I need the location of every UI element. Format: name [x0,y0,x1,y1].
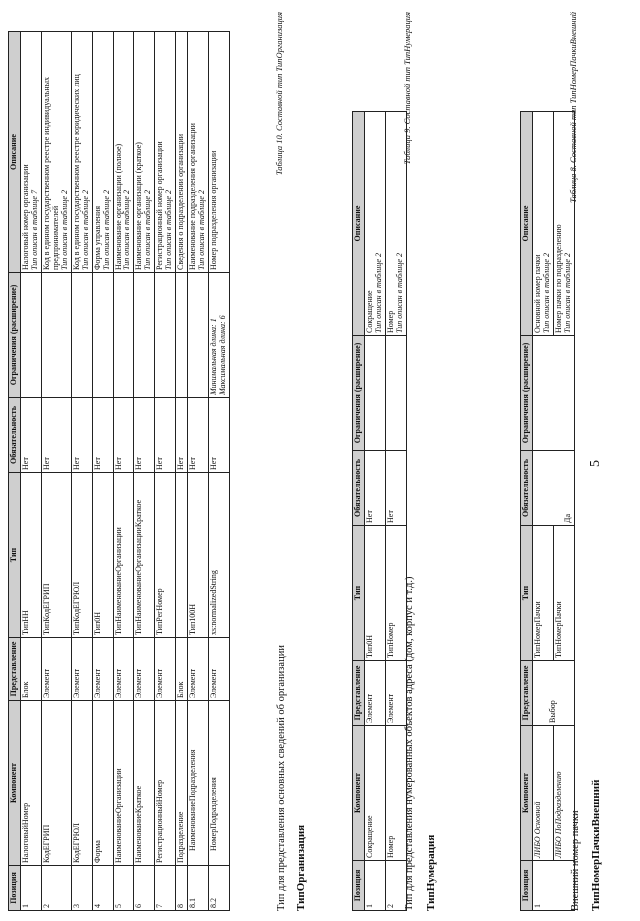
cell-view: Элемент [41,638,71,701]
cell-type: ТипНомерПачки [532,526,553,661]
section2-caption: Таблица 9. Составной тип ТипНумерация [402,12,412,165]
table-row [532,112,553,911]
description-text: Сокращение [364,290,374,333]
cell-component: НаименованиеОрганизации [113,701,134,866]
description-text: Основной номер пачки [532,254,542,333]
description-text: Номер пачки по подразделению [553,224,563,333]
cell-component: ЛИБО ПоПодразделению [553,726,574,861]
cell-component: Сокращение [364,726,385,861]
table-row [155,32,176,911]
cell-position: 1 [20,866,41,911]
cell-obligation: Нет [364,451,385,526]
header-position: Позиция [9,866,21,911]
description-text: Наименование организации (полное) [113,143,123,270]
cell-type: xs:normalizedString [209,473,230,638]
header-position: Позиция [353,861,365,911]
table-row [92,32,113,911]
cell-restrictions [155,273,176,398]
header-description: Описание [521,112,533,336]
header-obligation: Обязательность [353,451,365,526]
cell-view: Элемент [134,638,155,701]
cell-obligation: Нет [113,398,134,473]
description-text: Наименование организации (краткое) [134,142,144,270]
section2-title: ТипНумерация [425,834,437,911]
cell-view: Элемент [92,638,113,701]
cell-position: 1 [532,861,574,911]
cell-description [92,32,113,273]
table-9 [352,111,407,911]
cell-description [134,32,155,273]
header-description: Описание [353,112,365,336]
cell-position: 7 [155,866,176,911]
cell-position: 5 [113,866,134,911]
cell-type: ТипКодЕГРИП [41,473,71,638]
header-description: Описание [9,32,21,273]
description-note: Тип описан в таблице 2 [541,253,551,333]
cell-type: Тип100Н [188,473,209,638]
cell-view: Элемент [71,638,92,701]
cell-component: НаименованиеКраткое [134,701,155,866]
table-row [385,112,406,911]
header-view: Представление [353,661,365,726]
cell-obligation: Нет [188,398,209,473]
description-text: Форма управления [92,205,102,270]
cell-restrictions [532,336,574,451]
cell-description [176,32,188,273]
cell-position: 2 [385,861,406,911]
cell-type: ТипНаименованиеОрганизацииКраткое [134,473,155,638]
cell-obligation: Нет [92,398,113,473]
header-component: Компонент [521,726,533,861]
table-header-row [9,32,21,911]
cell-obligation: Нет [176,398,188,473]
description-note: Тип описан в таблице 2 [562,253,572,333]
cell-component: НалоговыйНомер [20,701,41,866]
table-row [188,32,209,911]
section1-title: ТипНомерПачкиВнешний [590,779,602,911]
cell-view: Блок [176,638,188,701]
header-restrictions: Ограничения (расширение) [353,336,365,451]
cell-type: ТипКодЕГРЮЛ [71,473,92,638]
cell-restrictions [188,273,209,398]
description-text: Код в едином государственном реестре юридических лиц [71,74,81,270]
cell-position: 4 [92,866,113,911]
cell-view: Элемент [188,638,209,701]
cell-restrictions [176,273,188,398]
description-note: Тип описан в таблице 2 [394,253,404,333]
table-row [364,112,385,911]
table-row [41,32,71,911]
table-row [134,32,155,911]
cell-obligation: Нет [20,398,41,473]
cell-obligation: Нет [134,398,155,473]
table-10 [8,31,230,911]
header-component: Компонент [9,701,21,866]
cell-component: Подразделение [176,701,188,866]
cell-type: Тип0Н [364,526,385,661]
cell-description [71,32,92,273]
header-type: Тип [521,526,533,661]
cell-obligation: Да [532,451,574,526]
description-note: Тип описан в таблице 2 [164,190,174,270]
cell-position: 8.2 [209,866,230,911]
cell-position: 1 [364,861,385,911]
section3-title: ТипОрганизация [295,824,307,911]
header-view: Представление [9,638,21,701]
cell-description [553,112,574,336]
cell-component: НомерПодразделения [209,701,230,866]
cell-description [188,32,209,273]
cell-description [532,112,553,336]
cell-type [176,473,188,638]
cell-obligation: Нет [155,398,176,473]
description-note: Тип описан в таблице 2 [101,190,111,270]
description-note: Тип описан в таблице 2 [143,190,153,270]
header-position: Позиция [521,861,533,911]
cell-view: Элемент [364,661,385,726]
cell-restrictions [113,273,134,398]
section1-caption: Таблица 8. Составной тип ТипНомерПачкиВнешний [568,12,578,203]
cell-restrictions: Минимальная длина: 1 Максимальная длина: 6 [209,273,230,398]
description-text: Наименование подразделения организации [188,123,198,270]
header-view: Представление [521,661,533,726]
cell-component: КодЕГРИП [41,701,71,866]
header-component: Компонент [353,726,365,861]
section3-subtitle: Тип для представления основных сведений об организации [276,645,287,911]
cell-description [364,112,385,336]
cell-restrictions [71,273,92,398]
header-restrictions: Ограничения (расширение) [9,273,21,398]
section2-subtitle: Тип для представления нумерованных объектов адреса (дом, корпус и т.д.) [404,576,415,911]
header-type: Тип [353,526,365,661]
cell-restrictions [41,273,71,398]
cell-description [385,112,406,336]
cell-component: РегистрационныйНомер [155,701,176,866]
cell-position: 8 [176,866,188,911]
cell-obligation: Нет [71,398,92,473]
cell-description [155,32,176,273]
cell-position: 2 [41,866,71,911]
table-row [71,32,92,911]
table-8 [520,111,575,911]
cell-description [209,32,230,273]
description-text: Налоговый номер организации [20,164,30,270]
cell-restrictions [134,273,155,398]
cell-position: 8.1 [188,866,209,911]
page-number: 5 [588,460,603,467]
cell-view: Элемент [155,638,176,701]
cell-obligation: Нет [385,451,406,526]
cell-restrictions [20,273,41,398]
table-header-row [353,112,365,911]
cell-position: 3 [71,866,92,911]
cell-view: Блок [20,638,41,701]
cell-obligation: Нет [209,398,230,473]
cell-position: 6 [134,866,155,911]
cell-type: ТипРегНомер [155,473,176,638]
description-text: Номер [385,310,395,333]
cell-restrictions [364,336,385,451]
cell-type: Тип0Н [92,473,113,638]
header-type: Тип [9,473,21,638]
cell-description [113,32,134,273]
cell-type: ТипНаименованиеОрганизации [113,473,134,638]
header-obligation: Обязательность [521,451,533,526]
cell-description [41,32,71,273]
section1-subtitle: Внешний номер пачки [570,810,581,911]
cell-description [20,32,41,273]
table-header-row [521,112,533,911]
cell-view: Элемент [209,638,230,701]
table-row [176,32,188,911]
cell-component: ЛИБО Основной [532,726,553,861]
cell-view: Элемент [113,638,134,701]
table-row [113,32,134,911]
description-note: Тип описан в таблице 2 [59,190,69,270]
description-note: Тип описан в таблице 2 [122,190,132,270]
description-note: Тип описан в таблице 2 [80,190,90,270]
description-note: Тип описан в таблице 2 [373,253,383,333]
description-text: Регистрационный номер организации [155,141,165,270]
cell-view: Элемент [385,661,406,726]
description-note: Тип описан в таблице 7 [29,190,39,270]
table-row [209,32,230,911]
header-restrictions: Ограничения (расширение) [521,336,533,451]
section3-caption: Таблица 10. Составной тип ТипОрганизация [274,12,284,176]
cell-view: Выбор [532,661,574,726]
description-note: Тип описан в таблице 2 [197,190,207,270]
cell-restrictions [385,336,406,451]
cell-component: Форма [92,701,113,866]
description-text: Номер подразделения организации [209,150,219,270]
cell-component: КодЕГРЮЛ [71,701,92,866]
cell-component: Номер [385,726,406,861]
description-text: Код в едином государственном реестре индивидуальных предпринимателей [41,76,60,270]
header-obligation: Обязательность [9,398,21,473]
cell-type: ТипНомер [385,526,406,661]
description-text: Сведения о подразделении организации [176,133,186,270]
cell-restrictions [92,273,113,398]
table-row [20,32,41,911]
cell-type: ТипНН [20,473,41,638]
cell-obligation: Нет [41,398,71,473]
cell-type: ТипНомерПачки [553,526,574,661]
cell-component: НаименованиеПодразделения [188,701,209,866]
